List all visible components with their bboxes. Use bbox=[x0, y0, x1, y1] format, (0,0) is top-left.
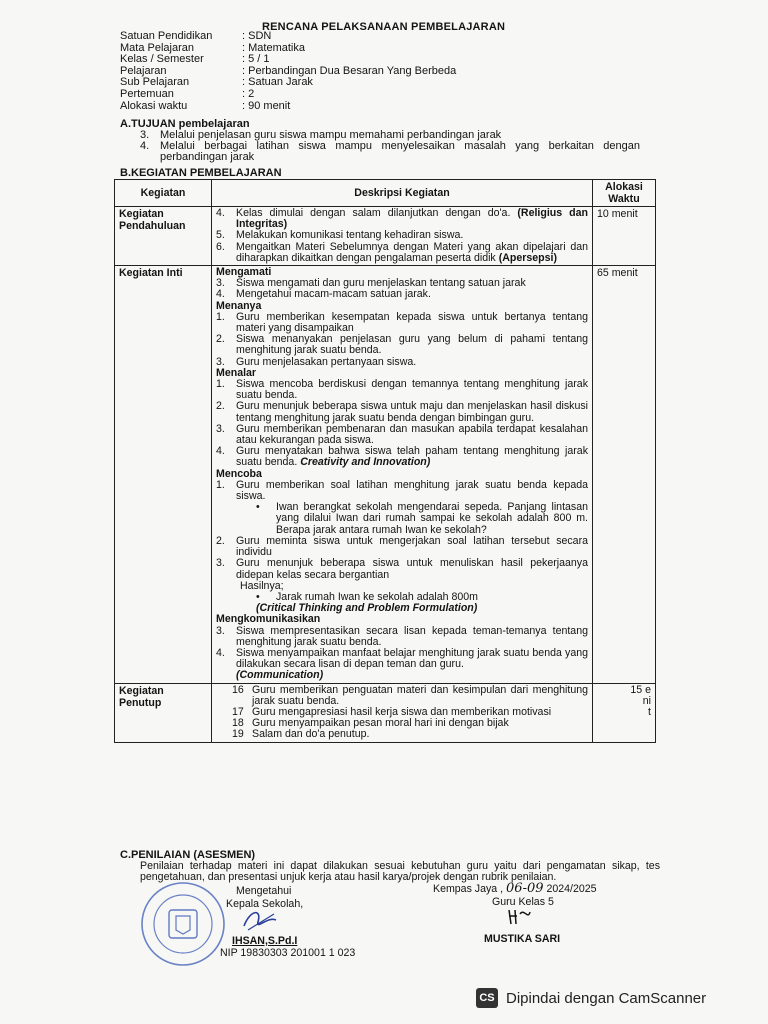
header-deskripsi: Deskripsi Kegiatan bbox=[212, 180, 593, 207]
item-number: 2. bbox=[216, 400, 225, 413]
activities-table bbox=[114, 179, 656, 743]
activity-item bbox=[216, 729, 588, 740]
assessment-text: Penilaian terhadap materi ini dapat dilakukan sesuai kebutuhan guru yaitu dari pengamatan sikap, tes pengetahuan, dan presentasi unjuk kerja atau hasil karya/projek dengan rubrik penilaian. bbox=[140, 860, 660, 884]
item-text bbox=[236, 446, 588, 468]
headmaster-signature bbox=[240, 906, 280, 934]
item-text: Siswa menanyakan penjelasan guru yang belum di pahami tentang menghitung jarak suatu benda. bbox=[236, 333, 588, 357]
objective-number: 3. bbox=[140, 129, 150, 141]
item-text: Guru menyampaikan pesan moral hari ini dengan bijak bbox=[252, 717, 509, 730]
item-number: 2. bbox=[216, 534, 225, 547]
item-text: Siswa mengamati dan guru menjelaskan tentang satuan jarak bbox=[236, 277, 526, 290]
item-text: Guru memberikan kesempatan kepada siswa untuk bertanya tentang materi yang disampaikan bbox=[236, 310, 588, 335]
identity-label: Alokasi waktu bbox=[120, 99, 188, 112]
objective-number: 4. bbox=[140, 140, 150, 153]
item-number: 4. bbox=[216, 288, 225, 301]
section-a-heading: A.TUJUAN pembelajaran bbox=[120, 118, 250, 130]
item-text bbox=[236, 208, 588, 230]
objective-item bbox=[140, 141, 640, 163]
subheading-menanya: Menanya bbox=[216, 299, 262, 312]
skill-label: (Communication) bbox=[236, 669, 324, 682]
item-number: 2. bbox=[216, 333, 225, 346]
phase-time-inti: 65 menit bbox=[593, 266, 656, 684]
activity-item bbox=[216, 334, 588, 356]
time-fragment: 15 e bbox=[630, 683, 651, 696]
activity-item bbox=[216, 626, 588, 648]
item-number: 5. bbox=[216, 229, 225, 242]
identity-row bbox=[120, 89, 456, 101]
hasil-label: Hasilnya; bbox=[240, 579, 284, 592]
item-text: Guru memberikan soal latihan menghitung jarak suatu benda kepada siswa. bbox=[236, 478, 588, 503]
item-number: 1. bbox=[216, 310, 225, 323]
item-text: Guru memberikan pembenaran dan masukan apabila terdapat kesalahan atau kekurangan pada siswa. bbox=[236, 422, 588, 447]
activity-item bbox=[216, 208, 588, 230]
identity-value: : 90 menit bbox=[242, 99, 291, 112]
camscanner-logo-icon: CS bbox=[476, 988, 498, 1008]
item-number: 18 bbox=[232, 717, 244, 730]
character-value-label: (Religius dan Integritas) bbox=[236, 207, 588, 231]
identity-row bbox=[120, 101, 456, 113]
item-text: Guru meminta siswa untuk mengerjakan soal latihan tersebut secara individu bbox=[236, 534, 588, 559]
objective-text: Melalui berbagai latihan siswa mampu menyelesaikan masalah yang berkaitan dengan perbandingan jarak bbox=[160, 140, 640, 164]
item-number: 3. bbox=[216, 422, 225, 435]
place-label: Kempas Jaya , bbox=[433, 883, 504, 895]
item-plain-text: Mengaitkan Materi Sebelumnya dengan Materi yang akan dipelajari dan diharapkan dikaitkan dengan pengalaman peserta didik bbox=[236, 240, 588, 264]
identity-value: : 2 bbox=[242, 87, 255, 100]
item-text: Guru menunjuk beberapa siswa untuk menuliskan hasil pekerjaanya didepan kelas secara bergantian bbox=[236, 557, 588, 581]
subheading-menalar: Menalar bbox=[216, 366, 257, 379]
item-number: 3. bbox=[216, 624, 225, 637]
item-number: 3. bbox=[216, 277, 225, 290]
activity-item bbox=[216, 312, 588, 334]
activity-item bbox=[216, 379, 588, 401]
section-c-heading: C.PENILAIAN (ASESMEN) bbox=[120, 849, 256, 861]
item-text: Guru memberikan penguatan materi dan kesimpulan dari menghitung jarak suatu benda. bbox=[252, 683, 588, 707]
item-text: Salam dan do'a penutup. bbox=[252, 728, 370, 741]
headmaster-title: Kepala Sekolah, bbox=[226, 898, 304, 910]
objective-text: Melalui penjelasan guru siswa mampu memahami perbandingan jarak bbox=[160, 129, 502, 141]
headmaster-name: IHSAN,S.Pd.I bbox=[232, 935, 298, 947]
activity-item bbox=[216, 685, 588, 707]
identity-label: Mata Pelajaran bbox=[120, 41, 194, 54]
time-fragment: ni bbox=[642, 694, 651, 707]
phase-description-pendahuluan bbox=[212, 207, 593, 266]
item-text: Siswa mencoba berdiskusi dengan temannya tentang menghitung jarak suatu benda. bbox=[236, 378, 588, 402]
phase-name-pendahuluan: Kegiatan Pendahuluan bbox=[115, 207, 212, 266]
item-number: 3. bbox=[216, 355, 225, 368]
subheading-mengamati: Mengamati bbox=[216, 266, 272, 279]
header-kegiatan: Kegiatan bbox=[115, 180, 212, 207]
item-plain-text: Guru menyatakan bahwa siswa telah paham tentang menghitung jarak suatu benda. bbox=[236, 445, 588, 469]
phase-time-penutup bbox=[593, 683, 656, 742]
identity-label: Pelajaran bbox=[120, 64, 167, 77]
apersepsi-label: (Apersepsi) bbox=[498, 251, 557, 264]
item-text: Guru menunjuk beberapa siswa untuk maju dan menjelaskan hasil diskusi tentang menghitung jarak suatu benda dengan bimbingan guru. bbox=[236, 400, 588, 424]
camscanner-watermark bbox=[476, 984, 706, 1012]
objectives-list bbox=[140, 130, 640, 164]
activity-item bbox=[216, 558, 588, 580]
bullet-text: Jarak rumah Iwan ke sekolah adalah 800m bbox=[276, 590, 478, 603]
header-alokasi: Alokasi Waktu bbox=[593, 180, 656, 207]
phase-name-penutup: Kegiatan Penutup bbox=[115, 683, 212, 742]
item-text: Guru menjelasakan pertanyaan siswa. bbox=[236, 355, 417, 368]
item-text: Guru mengapresiasi hasil kerja siswa dan memberikan motivasi bbox=[252, 705, 552, 718]
activity-item bbox=[216, 536, 588, 558]
activity-item bbox=[216, 424, 588, 446]
item-plain-text: Kelas dimulai dengan salam dilanjutkan dengan do'a. bbox=[236, 207, 511, 219]
teacher-signature bbox=[506, 906, 532, 928]
item-number: 1. bbox=[216, 378, 225, 391]
document-title: RENCANA PELAKSANAAN PEMBELAJARAN bbox=[262, 21, 506, 33]
mengetahui-label: Mengetahui bbox=[236, 885, 292, 897]
item-number: 4. bbox=[216, 207, 225, 219]
identity-value: : Satuan Jarak bbox=[242, 76, 313, 89]
activity-item bbox=[216, 289, 588, 300]
identity-value: : Perbandingan Dua Besaran Yang Berbeda bbox=[242, 64, 457, 77]
academic-year: 2024/2025 bbox=[546, 883, 597, 895]
activity-item bbox=[216, 648, 588, 670]
activity-item bbox=[216, 401, 588, 423]
bullet-item bbox=[216, 502, 588, 536]
item-number: 1. bbox=[216, 478, 225, 491]
phase-description-inti bbox=[212, 266, 593, 684]
table-header-row bbox=[115, 180, 656, 207]
item-number: 17 bbox=[232, 705, 244, 718]
school-stamp-seal bbox=[138, 880, 228, 968]
bullet-text: Iwan berangkat sekolah mengendarai sepeda. Panjang lintasan yang dilalui Iwan dari rumah sampai ke sekolah adalah 800 m. Berapa jarak antara rumah Iwan ke sekolah? bbox=[276, 501, 588, 536]
table-row-pendahuluan bbox=[115, 207, 656, 266]
phase-name-inti: Kegiatan Inti bbox=[115, 266, 212, 684]
item-text: Siswa menyampaikan manfaat belajar menghitung jarak suatu benda yang dilakukan secara lisan di depan teman dan guru. bbox=[236, 646, 588, 671]
item-number: 19 bbox=[232, 728, 244, 741]
identity-label: Sub Pelajaran bbox=[120, 76, 190, 89]
item-number: 4. bbox=[216, 646, 225, 659]
bullet-icon: • bbox=[256, 501, 260, 514]
handwritten-date: 06-09 bbox=[506, 881, 544, 896]
activity-item bbox=[216, 357, 588, 368]
item-number: 6. bbox=[216, 240, 225, 253]
activity-item bbox=[216, 446, 588, 468]
time-fragment: t bbox=[648, 705, 651, 718]
subheading-mengkomunikasikan: Mengkomunikasikan bbox=[216, 613, 321, 626]
camscanner-label: Dipindai dengan CamScanner bbox=[506, 989, 707, 1007]
teacher-name: MUSTIKA SARI bbox=[484, 933, 561, 945]
item-text: Melakukan komunikasi tentang kehadiran siswa. bbox=[236, 229, 464, 242]
activity-item bbox=[216, 480, 588, 502]
assessment-section bbox=[120, 850, 660, 884]
phase-time-pendahuluan: 10 menit bbox=[593, 207, 656, 266]
teacher-title: Guru Kelas 5 bbox=[492, 896, 554, 908]
activity-item bbox=[216, 242, 588, 264]
table-row-penutup bbox=[115, 683, 656, 742]
item-number: 3. bbox=[216, 557, 225, 570]
identity-row bbox=[120, 31, 456, 43]
identity-label: Satuan Pendidikan bbox=[120, 30, 213, 42]
item-text: Mengetahui macam-macam satuan jarak. bbox=[236, 288, 431, 301]
item-text: Siswa mempresentasikan secara lisan kepada teman-temanya tentang menghitung jarak suatu benda. bbox=[236, 624, 588, 648]
identity-value: : Matematika bbox=[242, 41, 305, 54]
identity-block bbox=[120, 31, 456, 112]
identity-label: Kelas / Semester bbox=[120, 53, 204, 66]
skill-label: (Critical Thinking and Problem Formulation) bbox=[256, 602, 478, 615]
skill-label: Creativity and Innovation) bbox=[300, 456, 431, 469]
identity-label: Pertemuan bbox=[120, 87, 174, 100]
identity-value: : SDN bbox=[242, 30, 272, 42]
table-row-inti bbox=[115, 266, 656, 684]
identity-value: : 5 / 1 bbox=[242, 53, 270, 66]
bullet-icon: • bbox=[256, 590, 260, 603]
item-text bbox=[236, 242, 588, 264]
subheading-mencoba: Mencoba bbox=[216, 467, 262, 480]
item-number: 4. bbox=[216, 445, 225, 458]
phase-description-penutup bbox=[212, 683, 593, 742]
headmaster-nip: NIP 19830303 201001 1 023 bbox=[220, 947, 356, 959]
place-date-line bbox=[433, 883, 597, 895]
item-number: 16 bbox=[232, 683, 244, 696]
section-b-heading: B.KEGIATAN PEMBELAJARAN bbox=[120, 167, 282, 179]
